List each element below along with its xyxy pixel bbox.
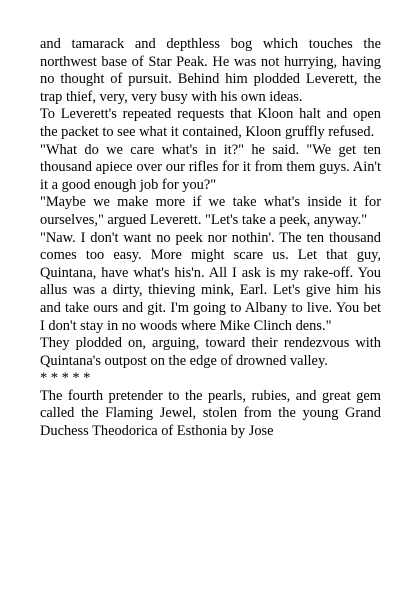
paragraph-plodded-on: They plodded on, arguing, toward their rendezvous with Quintana's outpost on the edge of drowned valley.	[40, 335, 381, 369]
paragraph-requests: To Leverett's repeated requests that Kloon halt and open the packet to see what it contained, Kloon gruffly refused.	[40, 106, 381, 140]
paragraph-leverett-argues: "Maybe we make more if we take what's inside it for ourselves," argued Leverett. "Let's take a peek, anyway."	[40, 194, 381, 228]
paragraph-kloon-reply: "What do we care what's in it?" he said. "We get ten thousand apiece over our rifles for it from them guys. Ain't it a good enough job for you?"	[40, 141, 381, 193]
paragraph-kloon-refuses: "Naw. I don't want no peek nor nothin'. The ten thousand comes too easy. More might scare us. Let that guy, Quintana, have what's his'n. All I ask is my rake-off. You allus was a dirty, thieving mink, Earl. Let's give him his and take ours and git. I'm going to Albany to live. You bet I don't stay in no woods where Mike Clinch dens."	[40, 229, 381, 334]
paragraph-bog: and tamarack and depthless bog which touches the northwest base of Star Peak. He was not hurrying, having no thought of pursuit. Behind him plodded Leverett, the trap thief, very, very busy with his own ideas.	[40, 36, 381, 105]
document-page	[40, 36, 381, 441]
section-separator: * * * * *	[40, 370, 91, 387]
paragraph-fourth-pretender: The fourth pretender to the pearls, rubies, and great gem called the Flaming Jewel, stolen from the young Grand Duchess Theodorica of Esthonia by Jose	[40, 387, 381, 440]
